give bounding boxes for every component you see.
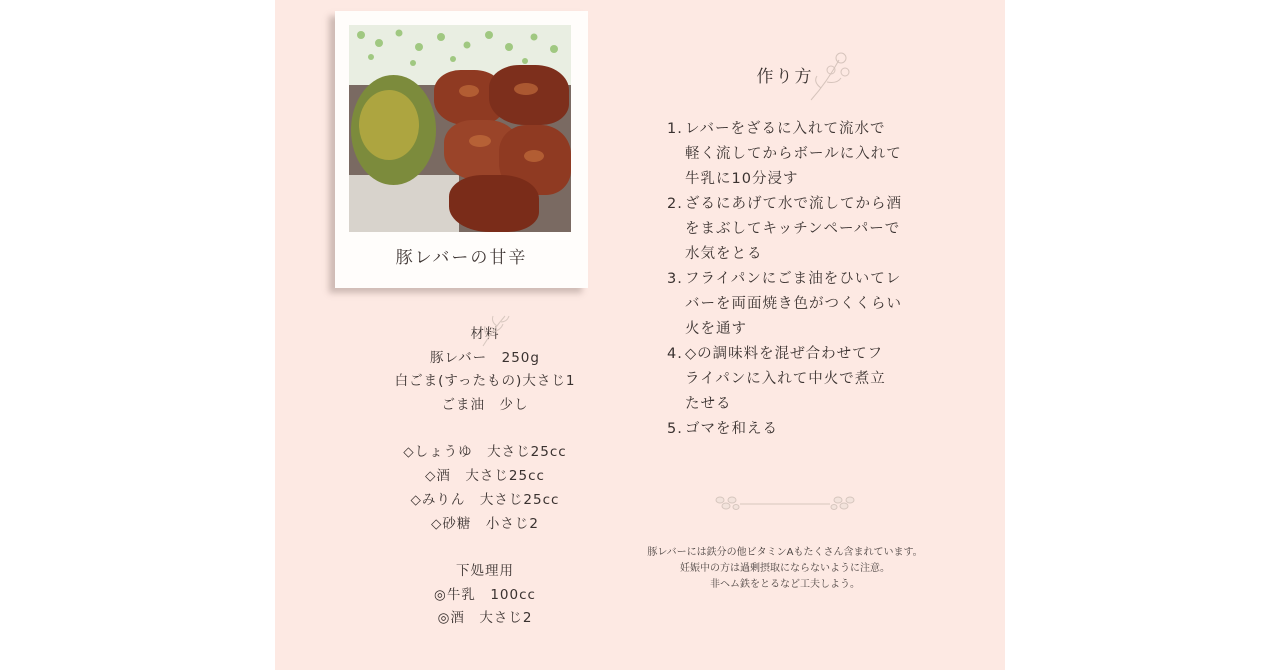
polaroid-frame xyxy=(335,11,588,288)
step-3: 3. フライパンにごま油をひいてレ バーを両面焼き色がつくくらい 火を通す xyxy=(667,271,902,337)
ingredients-list xyxy=(330,323,640,631)
step-5: 5. ゴマを和える xyxy=(667,421,778,437)
seasoning-item: ◇酒 大さじ25cc xyxy=(425,468,545,485)
pork-liver-dish-photo xyxy=(349,25,571,232)
seasoning-item: ◇しょうゆ 大さじ25cc xyxy=(403,444,567,461)
step-1: 1. レバーをざるに入れて流水で 軽く流してからボールに入れて 牛乳に10分浸す xyxy=(667,121,902,187)
ingredient-item: 白ごま(すったもの)大さじ1 xyxy=(394,373,576,390)
ingredient-item: ごま油 少し xyxy=(441,397,529,414)
step-4: 4. ◇の調味料を混ぜ合わせてフ ライパンに入れて中火で煮立 たせる xyxy=(667,346,886,412)
method-steps xyxy=(667,117,927,442)
prep-item: ◎酒 大さじ2 xyxy=(437,610,533,627)
prep-item: ◎牛乳 100cc xyxy=(434,586,536,603)
prep-heading: 下処理用 xyxy=(456,562,514,579)
method-title: 作り方 xyxy=(756,67,814,87)
dish-title: 豚レバーの甘辛 xyxy=(395,248,528,268)
recipe-card xyxy=(275,0,1005,670)
flower-sprig-icon xyxy=(805,48,855,104)
floral-divider-icon xyxy=(712,494,858,514)
seasoning-item: ◇砂糖 小さじ2 xyxy=(431,515,539,532)
ingredients-heading: 材料 xyxy=(470,326,500,342)
ingredient-item: 豚レバー 250g xyxy=(430,349,540,366)
step-2: 2. ざるにあげて水で流してから酒 をまぶしてキッチンペーパーで 水気をとる xyxy=(667,196,902,262)
nutrition-note: 豚レバーには鉄分の他ビタミンAもたくさん含まれています。 妊娠中の方は過剰摂取にならないように注意。 非ヘム鉄をとるなど工夫しよう。 xyxy=(647,547,923,590)
seasoning-item: ◇みりん 大さじ25cc xyxy=(410,491,560,508)
leaf-sprig-icon xyxy=(475,310,515,350)
